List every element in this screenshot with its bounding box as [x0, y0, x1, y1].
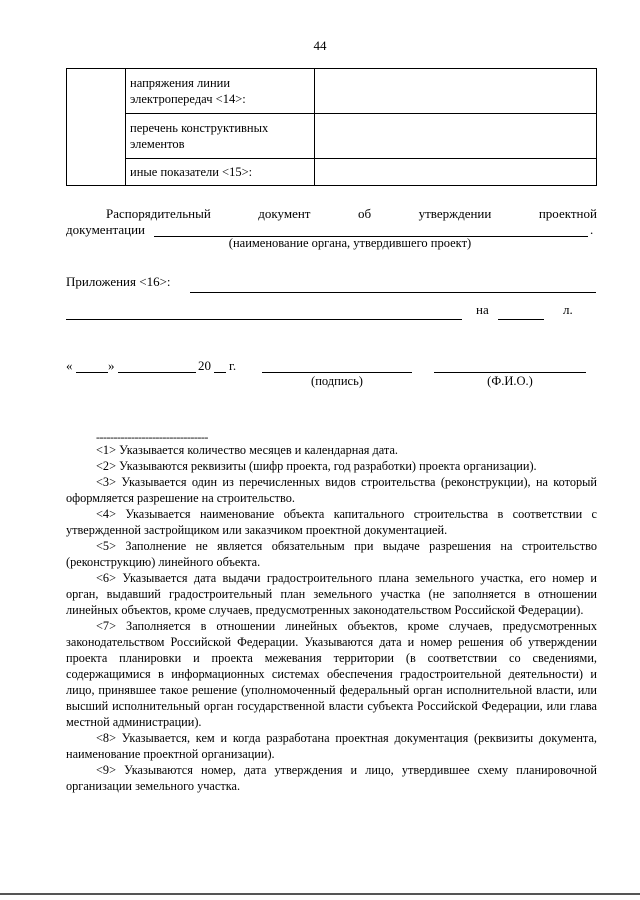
date-year-suffix: г.: [229, 358, 237, 373]
order-doc-word: утверждении: [418, 206, 492, 221]
order-doc-word: документ: [258, 206, 311, 221]
table-cell-label: иные показатели <15>:: [126, 159, 315, 186]
page-number: 44: [313, 38, 327, 53]
table-cell-label: перечень конструктивных элементов: [126, 114, 315, 159]
date-quote-open: «: [66, 358, 73, 373]
full-name-line[interactable]: [434, 372, 586, 373]
footnote-5: <5> Заполнение не является обязательным при выдаче разрешения на строительство (реконструкцию) линейного объекта.: [66, 539, 597, 569]
attachments-label: Приложения <16>:: [66, 274, 171, 289]
attachments-sheets-label: л.: [563, 302, 573, 317]
order-doc-caption: (наименование органа, утвердившего проект): [228, 236, 472, 250]
attachments-on-label: на: [476, 302, 489, 317]
table-row: [67, 114, 597, 159]
date-month-line[interactable]: [118, 372, 196, 373]
footnote-6: <6> Указывается дата выдачи градостроительного плана земельного участка, его номер и орган, выдавший градостроительный план земельного участка (не заполняется в отношении линейных объектов, кроме случаев, предусмотренных законодательством Российской Федерации).: [66, 571, 597, 617]
table-cell-value: [315, 114, 597, 159]
signature-line[interactable]: [262, 372, 412, 373]
attachments-blank-line[interactable]: [190, 292, 596, 293]
footnote-3: <3> Указывается один из перечисленных видов строительства (реконструкции), на который оформляется разрешение на строительство.: [66, 475, 597, 505]
order-doc-word: об: [357, 206, 372, 221]
order-doc-line1: [66, 206, 597, 222]
order-doc-prefix: документации: [66, 222, 146, 237]
table-row: [67, 69, 597, 114]
table-cell-value: [315, 69, 597, 114]
date-quote-close: »: [108, 358, 115, 373]
footnote-9: <9> Указываются номер, дата утверждения и лицо, утвердившее схему планировочной организации земельного участка.: [66, 763, 597, 793]
table-cell-empty: [67, 69, 126, 186]
order-doc-suffix: .: [590, 222, 594, 237]
footnote-2: <2> Указываются реквизиты (шифр проекта, год разработки) проекта организации).: [96, 459, 537, 473]
signature-caption: (подпись): [311, 374, 363, 388]
footnotes: [66, 442, 597, 794]
footnote-4: <4> Указывается наименование объекта капитального строительства в соответствии с утвержденной застройщиком или заказчиком проектной документацией.: [66, 507, 597, 537]
footnote-separator: --------------------------------: [96, 430, 208, 444]
footnote-7: <7> Заполняется в отношении линейных объектов, кроме случаев, предусмотренных законодательством Российской Федерации. Указываются дата и номер решения об утверждении проекта планировки и проекта межевания территории (в соответствии со сведениями, содержащимися в информационных системах обеспечения градостроительной деятельности) и лицо, принявшее такое решение (уполномоченный федеральный орган исполнительной власти, или высший исполнительный орган государственной власти субъекта Российской Федерации, или глава местной администрации).: [66, 619, 597, 729]
attachments-sheets-count-line[interactable]: [498, 319, 544, 320]
order-doc-word: проектной: [538, 206, 597, 221]
date-year-line[interactable]: [214, 372, 226, 373]
date-day-line[interactable]: [76, 372, 108, 373]
page-bottom-edge: [0, 893, 640, 895]
attachments-blank-line-2[interactable]: [66, 319, 462, 320]
table-row: [67, 159, 597, 186]
table-cell-value: [315, 159, 597, 186]
table-cell-label: напряжения линии электропередач <14>:: [126, 69, 315, 114]
order-doc-word: Распорядительный: [106, 206, 211, 221]
parameters-table: [66, 68, 597, 186]
full-name-caption: (Ф.И.О.): [487, 374, 533, 388]
date-year-prefix: 20: [198, 358, 211, 373]
footnote-1: <1> Указывается количество месяцев и календарная дата.: [96, 443, 398, 457]
footnote-8: <8> Указывается, кем и когда разработана проектная документация (реквизиты документа, наименование проектной организации).: [66, 731, 597, 761]
